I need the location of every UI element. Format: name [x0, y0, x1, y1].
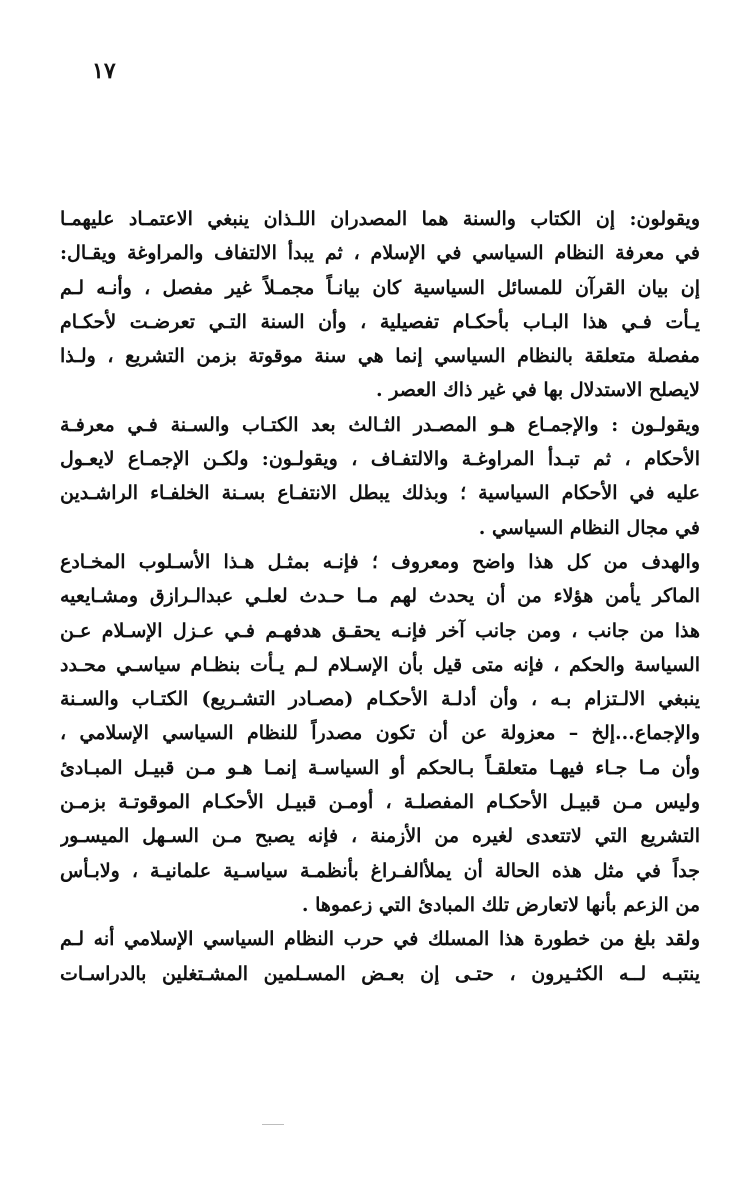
text-line: عليه في الأحكام السياسية ؛ وبذلك يبطل الانتفـاع بسـنة الخلفـاء الراشـدين [60, 482, 700, 505]
text-line: يـأت فـي هذا البـاب بأحكـام تفصيلية ، وأن السنة التـي تعرضـت لأحكـام [60, 310, 700, 333]
paragraph-4 [60, 922, 700, 991]
text-line: في مجال النظام السياسي . [478, 516, 700, 539]
body-text [60, 202, 700, 991]
text-line: والهدف من كل هذا واضح ومعروف ؛ فإنـه بمثـل هـذا الأسـلوب المخـادع [60, 550, 700, 573]
text-line: ينبغي الالـتزام بـه ، وأن أدلـة الأحكـام (مصـادر التشـريع) الكتـاب والسـنة [60, 688, 700, 711]
text-line: والإجماع...إلخ – معزولة عن أن تكون مصدراً للنظام السياسي الإسلامي ، [60, 722, 700, 745]
text-line: السياسة والحكم ، فإنه متى قيل بأن الإسـلام لـم يـأت بنظـام سياسـي محـدد [60, 653, 700, 676]
text-line: وليس مـن قبيـل الأحكـام المفصلـة ، أومـن قبيـل الأحكـام الموقوتـة بزمـن [60, 791, 700, 814]
text-line: مفصلة متعلقة بالنظام السياسي إنما هي سنة موقوتة بزمن التشريع ، ولـذا [60, 345, 700, 368]
text-line: ولقد بلغ من خطورة هذا المسلك في حرب النظام السياسي الإسلامي أنه لـم [60, 928, 700, 951]
paragraph-3 [60, 545, 700, 922]
text-line: جداً في مثل هذه الحالة أن يملأالفـراغ بأنظمـة سياسـية علمانيـة ، ولابـأس [60, 859, 700, 882]
text-line: التشريع التي لاتتعدى لغيره من الأزمنة ، فإنه يصبح مـن السـهل الميسـور [60, 825, 700, 848]
page-number: ١٧ [92, 58, 116, 84]
text-line: الماكر يأمن هؤلاء من أن يحدث لهم مـا حـدث لعلـي عبدالـرازق ومشـايعيه [60, 585, 700, 608]
text-line: ويقولون: إن الكتاب والسنة هما المصدران اللـذان ينبغي الاعتمـاد عليهمـا [60, 208, 700, 230]
text-line: وأن مـا جـاء فيهـا متعلقـاً بـالحكم أو السياسـة إنمـا هـو مـن قبيـل المبـادئ [60, 756, 700, 779]
text-line: الأحكام ، ثم تبـدأ المراوغـة والالتفـاف ، ويقولـون: ولكـن الإجمـاع لايعـول [60, 448, 700, 471]
text-line: لايصلح الاستدلال بها في غير ذاك العصر . [376, 379, 700, 402]
paragraph-1 [60, 202, 700, 408]
text-line: ينتبـه لــه الكثـيرون ، حتـى إن بعـض المسـلمين المشـتغلين بالدراسـات [60, 962, 700, 985]
text-line: في معرفة النظام السياسي في الإسلام ، ثم يبدأ الالتفاف والمراوغة ويقـال: [60, 242, 700, 265]
text-line: من الزعم بأنها لاتعارض تلك المبادئ التي زعموها . [301, 893, 700, 916]
text-line: هذا من جانب ، ومن جانب آخر فإنـه يحقـق هدفهـم فـي عـزل الإسـلام عـن [60, 619, 700, 642]
scan-mark [262, 1124, 284, 1125]
text-line: ويقولـون : والإجمـاع هـو المصـدر الثـالث بعد الكتـاب والسـنة فـي معرفـة [60, 413, 700, 436]
paragraph-2 [60, 408, 700, 545]
text-line: إن بيان القرآن للمسائل السياسية كان بيانـاً مجمـلاً غير مفصل ، وأنـه لـم [60, 276, 700, 299]
